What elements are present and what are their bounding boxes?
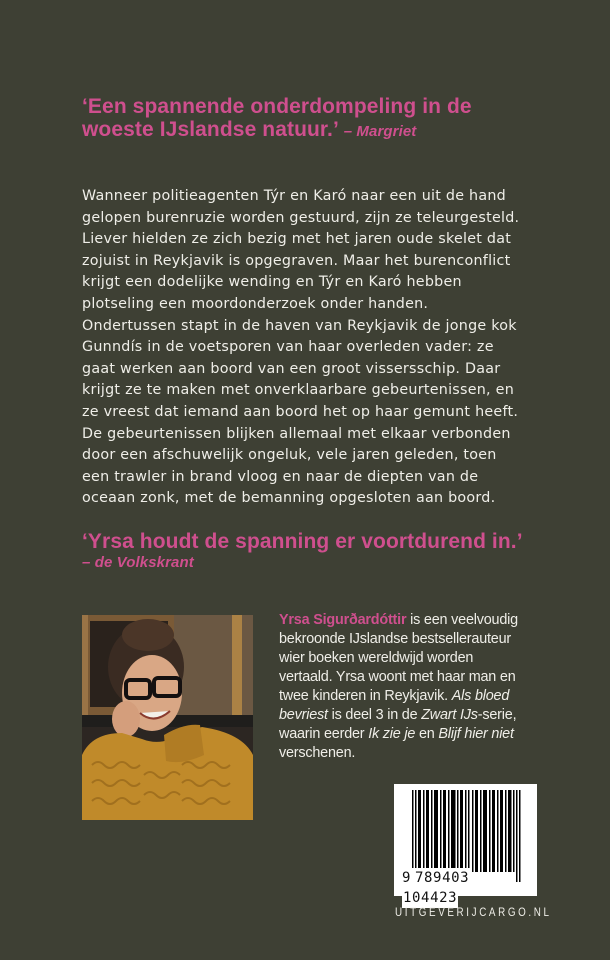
bio-text: twee kinderen in Reykjavik. [279, 688, 452, 704]
synopsis-line: een trawler in brand vloog en naar de diepten van de [82, 468, 479, 485]
bio-text: is een veelvoudig [406, 612, 518, 628]
quote-attribution: – de Volkskrant [82, 554, 194, 571]
synopsis-line: Liever hielden ze zich bezig met het jaren oude skelet dat [82, 231, 512, 248]
bio-line: wier boeken wereldwijd worden [279, 650, 474, 666]
bio-line: verschenen. [279, 745, 356, 761]
isbn-barcode [394, 784, 537, 906]
book-title: bevriest [279, 707, 328, 723]
synopsis-line: De gebeurtenissen blijken allemaal met elkaar verbonden [82, 425, 511, 442]
bio-line: bekroonde IJslandse bestsellerauteur [279, 631, 511, 647]
isbn-first-digit: 9 [402, 868, 414, 888]
bio-line [279, 611, 554, 630]
isbn-number [402, 868, 532, 906]
quote-line-1: ‘Een spannende onderdompeling in de [82, 95, 472, 118]
bio-text: en [415, 726, 439, 742]
synopsis-line: plotseling een moordonderzoek onder handen. [82, 295, 429, 312]
synopsis-line: zojuist in Reykjavik is opgegraven. Maar het burenconflict [82, 252, 511, 269]
synopsis-line: gaat werken aan boord van een groot vissersschip. Daar [82, 360, 501, 377]
bio-text: -serie, [477, 707, 517, 723]
synopsis-text [82, 186, 552, 510]
book-title: Blijf hier niet [438, 726, 514, 742]
quote-attribution: – Margriet [343, 123, 417, 140]
synopsis-line: Gunndís in de voetsporen van haar overleden vader: ze [82, 339, 494, 356]
isbn-group-1: 789403 [415, 870, 470, 886]
synopsis-line: gelopen burenruzie worden gestuurd, zijn ze teleurgesteld. [82, 209, 520, 226]
review-quote-margriet [82, 95, 552, 143]
author-photo [82, 615, 253, 820]
book-title: Ik zie je [368, 726, 416, 742]
bio-text: waarin eerder [279, 726, 369, 742]
synopsis-line: krijgt ze te maken met onverklaarbare gebeurtenissen, en [82, 382, 515, 399]
synopsis-line: krijgt een dodelijke wending en Týr en Karó hebben [82, 274, 462, 291]
book-title: Als bloed [451, 688, 510, 704]
synopsis-line: door een afschuwelijk ongeluk, vele jaren geleden, toen [82, 447, 497, 464]
isbn-group-2: 104423 [403, 890, 458, 906]
bio-line: vertaald. Yrsa woont met haar man en [279, 669, 516, 685]
bio-text: is deel 3 in de [327, 707, 422, 723]
author-bio [279, 611, 554, 763]
bio-line [279, 725, 554, 744]
bio-line [279, 687, 554, 706]
synopsis-line: Wanneer politieagenten Týr en Karó naar een uit de hand [82, 188, 507, 204]
quote-line-2: woeste IJslandse natuur.’ [82, 118, 338, 141]
synopsis-line: oceaan zonk, met de bemanning opgesloten aan boord. [82, 490, 496, 507]
author-name: Yrsa Sigurðardóttir [279, 612, 407, 628]
series-title: Zwart IJs [421, 707, 478, 723]
review-quote-volkskrant [82, 530, 552, 572]
synopsis-line: Ondertussen stapt in de haven van Reykjavik de jonge kok [82, 317, 517, 334]
bio-line [279, 706, 554, 725]
quote-text: ‘Yrsa houdt de spanning er voortdurend in.’ [82, 530, 523, 553]
publisher-url: UITGEVERIJCARGO.NL [395, 905, 552, 919]
synopsis-line: ze vreest dat iemand aan boord het op haar gemunt heeft. [82, 403, 519, 420]
